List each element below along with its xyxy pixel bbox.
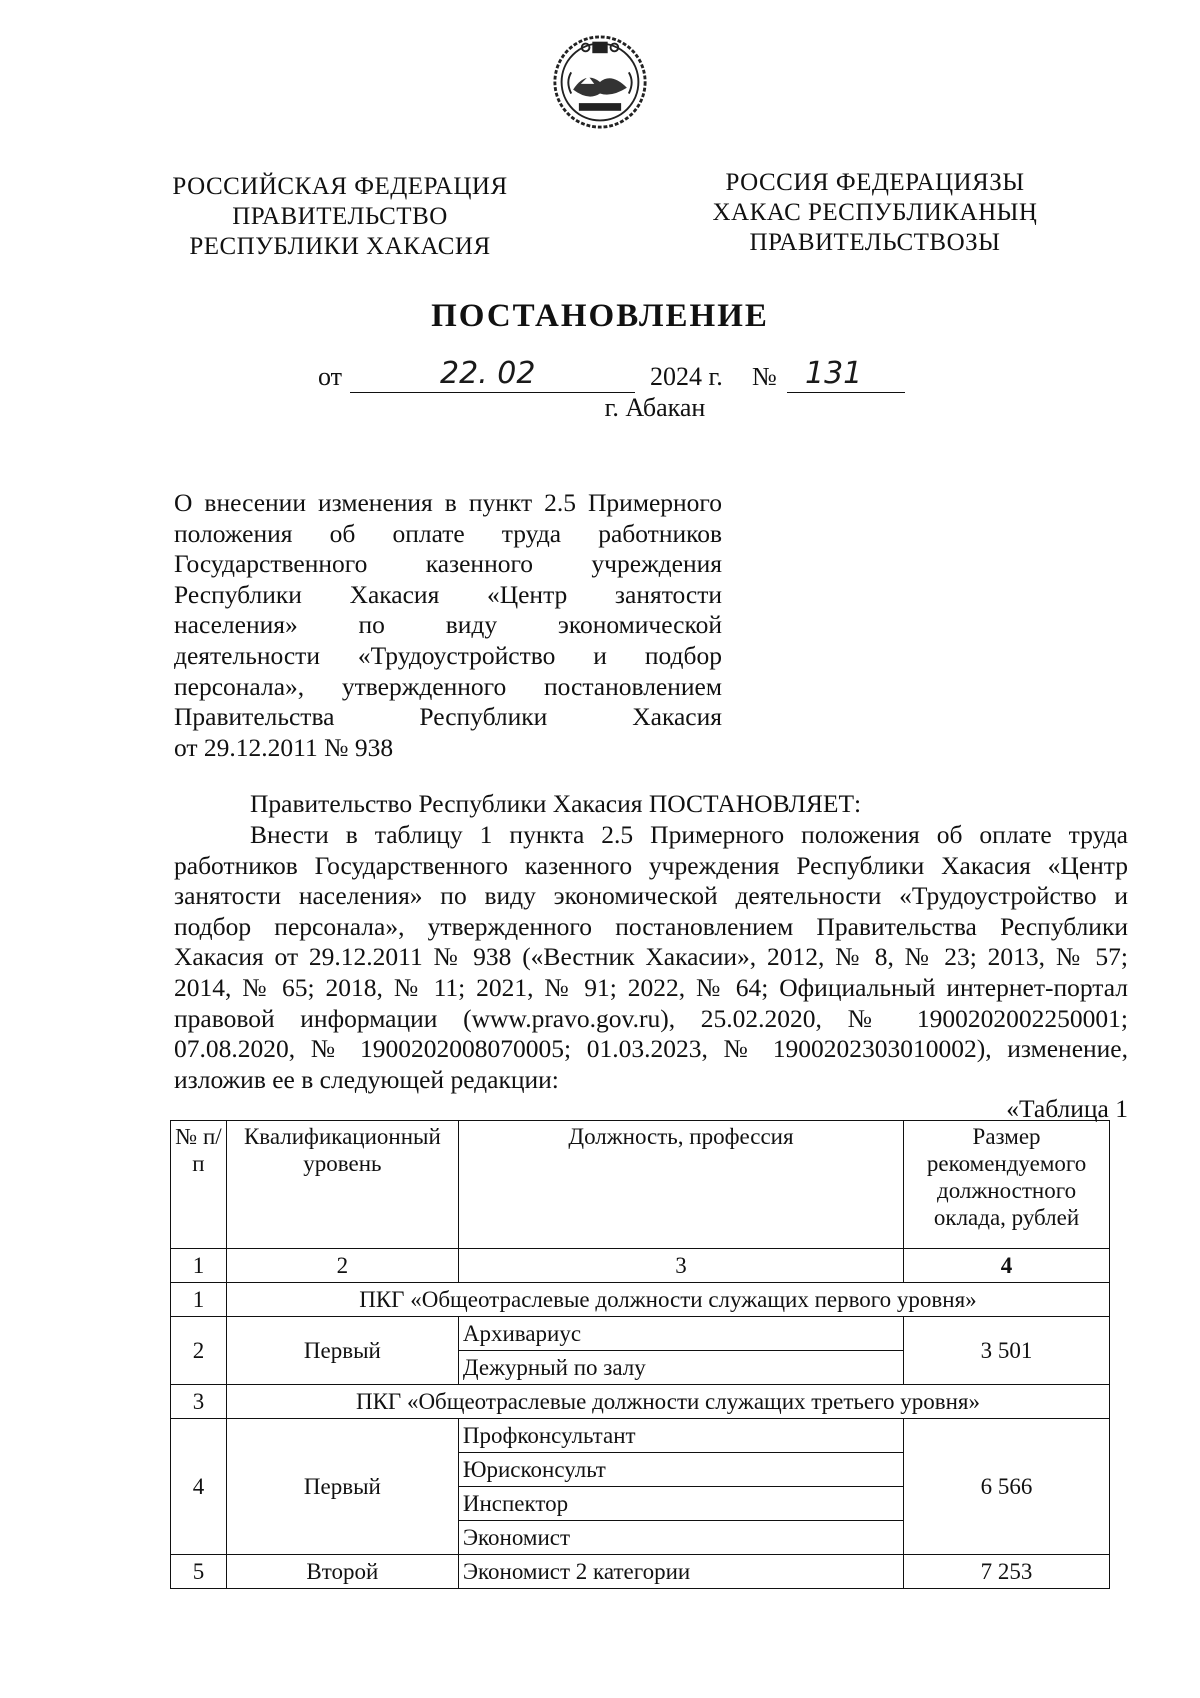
- col-number: 3: [458, 1249, 903, 1283]
- body-line: подбор персонала», утвержденного постановлением Правительства Республики: [174, 911, 1128, 941]
- position: Юрисконсульт: [458, 1453, 903, 1487]
- body-line: изложив ее в следующей редакции:: [174, 1064, 559, 1094]
- date-handwritten: 22. 02: [440, 356, 536, 391]
- body-line: Внести в таблицу 1 пункта 2.5 Примерного положения об оплате труда: [250, 820, 1128, 849]
- table-header-row: [171, 1121, 1110, 1249]
- city: г. Абакан: [604, 393, 706, 422]
- year-label: 2024 г.: [650, 362, 723, 391]
- subject-line: О внесении изменения в пункт 2.5 Примерного: [174, 488, 722, 517]
- col-number: 2: [226, 1249, 458, 1283]
- table-row: [171, 1385, 1110, 1419]
- table-row: [171, 1419, 1110, 1453]
- header-num: № п/п: [171, 1121, 227, 1249]
- coat-of-arms-icon: [552, 34, 648, 130]
- body-line: Хакасия от 29.12.2011 № 938 («Вестник Хакасии», 2012, № 8, № 23; 2013, № 57;: [174, 942, 1128, 972]
- header-left-line: РОССИЙСКАЯ ФЕДЕРАЦИЯ: [172, 173, 508, 200]
- subject-line: Республики Хакасия «Центр занятости: [174, 579, 722, 609]
- salary: 3 501: [904, 1317, 1110, 1385]
- number-handwritten: 131: [805, 356, 863, 391]
- header-salary: Размер рекомендуемого должностного оклада, рублей: [904, 1121, 1110, 1249]
- header-right-line: ПРАВИТЕЛЬСТВОЗЫ: [749, 229, 1001, 256]
- position: Экономист 2 категории: [458, 1555, 903, 1589]
- body-paragraph: [174, 820, 1128, 1095]
- table-caption: «Таблица 1: [1006, 1094, 1128, 1123]
- table-row: [171, 1317, 1110, 1351]
- position: Профконсультант: [458, 1419, 903, 1453]
- table-row: [171, 1555, 1110, 1589]
- header-left-line: ПРАВИТЕЛЬСТВО: [232, 203, 448, 230]
- col-number: 4: [904, 1249, 1110, 1283]
- subject-line: от 29.12.2011 № 938: [174, 732, 394, 762]
- subject-line: деятельности «Трудоустройство и подбор: [174, 640, 722, 670]
- header-right-line: РОССИЯ ФЕДЕРАЦИЯЗЫ: [725, 169, 1025, 196]
- position: Дежурный по залу: [458, 1351, 903, 1385]
- header-position: Должность, профессия: [458, 1121, 903, 1249]
- row-num: 2: [171, 1317, 227, 1385]
- row-num: 4: [171, 1419, 227, 1555]
- body-line: 07.08.2020, № 1900202008070005; 01.03.2023, № 1900202303010002), изменение,: [174, 1034, 1128, 1064]
- header-left-line: РЕСПУБЛИКИ ХАКАСИЯ: [189, 233, 491, 260]
- row-num: 3: [171, 1385, 227, 1419]
- position: Экономист: [458, 1521, 903, 1555]
- pkg-title: ПКГ «Общеотраслевые должности служащих третьего уровня»: [226, 1385, 1109, 1419]
- position: Инспектор: [458, 1487, 903, 1521]
- qualification-level: Первый: [226, 1317, 458, 1385]
- salary-table: [170, 1120, 1110, 1589]
- qualification-level: Второй: [226, 1555, 458, 1589]
- pkg-title: ПКГ «Общеотраслевые должности служащих первого уровня»: [226, 1283, 1109, 1317]
- qualification-level: Первый: [226, 1419, 458, 1555]
- from-label: от: [318, 362, 343, 391]
- salary: 6 566: [904, 1419, 1110, 1555]
- row-num: 5: [171, 1555, 227, 1589]
- header-right-line: ХАКАС РЕСПУБЛИКАНЫҢ: [712, 199, 1038, 226]
- body-line: 2014, № 65; 2018, № 11; 2021, № 91; 2022, № 64; Официальный интернет-портал: [174, 972, 1128, 1002]
- subject-block: [174, 488, 722, 763]
- salary: 7 253: [904, 1555, 1110, 1589]
- table-numbers-row: [171, 1249, 1110, 1283]
- document-title: ПОСТАНОВЛЕНИЕ: [431, 298, 769, 334]
- subject-line: населения» по виду экономической: [174, 610, 722, 640]
- header-left: [170, 172, 510, 262]
- subject-line: Правительства Республики Хакасия: [174, 702, 722, 732]
- col-number: 1: [171, 1249, 227, 1283]
- subject-line: персонала», утвержденного постановлением: [174, 671, 722, 701]
- body-line: работников Государственного казенного учреждения Республики Хакасия «Центр: [174, 850, 1128, 880]
- subject-line: положения об оплате труда работников: [174, 518, 722, 548]
- number-label: №: [752, 362, 777, 391]
- header-level: Квалификационный уровень: [226, 1121, 458, 1249]
- row-num: 1: [171, 1283, 227, 1317]
- subject-line: Государственного казенного учреждения: [174, 549, 722, 579]
- position: Архивариус: [458, 1317, 903, 1351]
- body-line: занятости населения» по виду экономической деятельности «Трудоустройство и: [174, 881, 1128, 911]
- table-row: [171, 1283, 1110, 1317]
- resolution-intro: Правительство Республики Хакасия ПОСТАНОВЛЯЕТ:: [250, 789, 862, 818]
- body-line: правовой информации (www.pravo.gov.ru), 25.02.2020, № 1900202002250001;: [174, 1003, 1128, 1033]
- header-right: [705, 168, 1045, 258]
